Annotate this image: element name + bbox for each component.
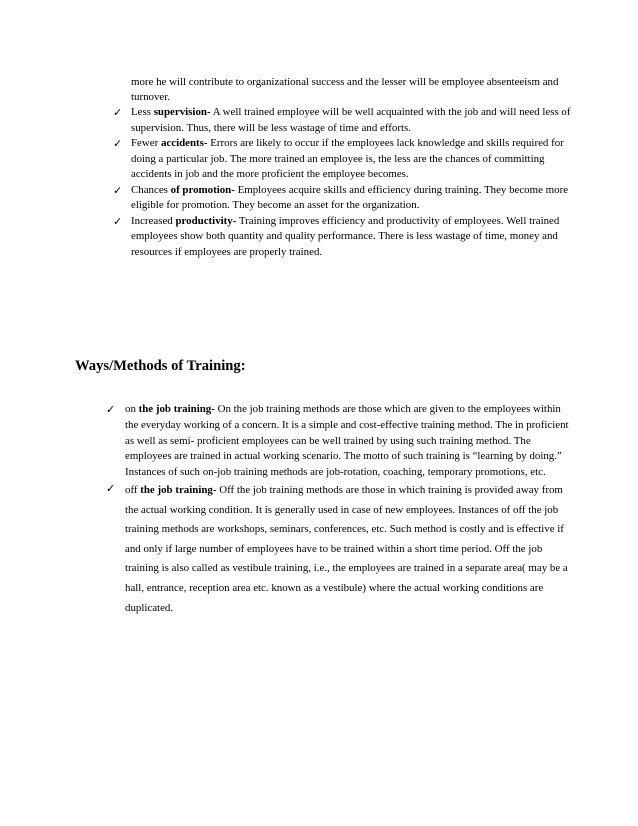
- checkmark-icon: ✓: [113, 137, 123, 150]
- benefit-prefix: Fewer: [131, 137, 161, 149]
- checkmark-icon: ✓: [106, 403, 116, 416]
- checkmark-icon: ✓: [113, 183, 123, 197]
- benefit-prefix: Increased: [131, 214, 176, 227]
- benefit-text: Employees acquire skills and efficiency during training. They become more eligible for promotion. They become an asset for the organization.: [131, 183, 569, 211]
- method-text: Off the job training methods are those in which training is provided away from the actual working condition. It is generally used in case of new employees. Instances of off the job training methods are workshops, seminars, conferences, etc. Such method is costly and is effective if and only if large number of employees have to be trained within a short time period. Off the job training is also called as vestibule training, i.e., the employees are trained in a separate area( may be a hall, entrance, reception area etc. known as a vestibule) where the actual working conditions are duplicated.: [125, 483, 568, 614]
- checkmark-icon: ✓: [113, 106, 123, 119]
- benefit-item: [0, 183, 571, 214]
- benefit-term: supervision-: [153, 106, 211, 118]
- method-text: On the job training methods are those which are given to the employees within the everyday working of a concern. It is a simple and cost-effective training method. The in proficient as well as semi- proficient employees can be well trained by using such training method. The employees are trained in actual working scenario. The motto of such training is “learning by doing.” Instances of such on-job training methods are job-rotation, coaching, temporary promotions, etc.: [125, 403, 569, 479]
- methods-list: [0, 402, 573, 618]
- benefit-item: [0, 214, 571, 261]
- benefit-text: Errors are likely to occur if the employees lack knowledge and skills required for doing a particular job. The more trained an employee is, the less are the chances of committing accidents in job and the more proficient the employee becomes.: [131, 137, 564, 180]
- method-prefix: on: [125, 403, 139, 415]
- section-heading: Ways/Methods of Training:: [75, 358, 246, 374]
- benefit-term: productivity-: [175, 214, 237, 227]
- method-prefix: off: [125, 483, 141, 496]
- checkmark-icon: ✓: [106, 481, 116, 495]
- continuation-paragraph: more he will contribute to organizational success and the lesser will be employee absenteeism and turnover.: [131, 76, 559, 103]
- benefit-text: A well trained employee will be well acquainted with the job and will need less of supervision. Thus, there will be less wastage of time and efforts.: [131, 106, 571, 134]
- method-term: the job training-: [140, 483, 217, 496]
- benefit-item: [0, 136, 571, 183]
- benefits-list: [0, 105, 571, 260]
- method-item: [0, 481, 573, 618]
- benefit-text: Training improves efficiency and productivity of employees. Well trained employees show both quantity and quality performance. There is less wastage of time, money and resources if employees are properly trained.: [131, 214, 560, 258]
- method-item: [0, 402, 573, 481]
- benefit-item: [0, 105, 571, 136]
- checkmark-icon: ✓: [113, 214, 123, 228]
- benefit-prefix: Less: [131, 106, 154, 118]
- benefit-term: of promotion-: [170, 183, 235, 196]
- method-term: the job training-: [138, 403, 215, 415]
- benefit-prefix: Chances: [131, 183, 171, 196]
- benefit-term: accidents-: [160, 137, 208, 149]
